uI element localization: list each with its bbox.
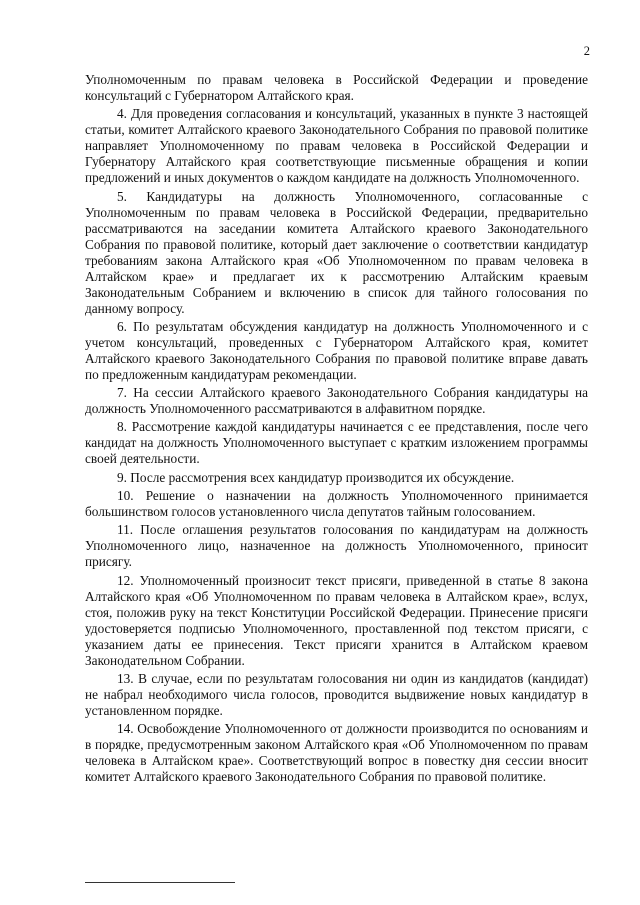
paragraph-item-12: 12. Уполномоченный произносит текст присяги, приведенной в статье 8 закона Алтайского края «Об Уполномоченном по правам человека в Алтайском крае», вслух, стоя, положив руку на текст Конституции Российской Федерации. Принесение присяги удостоверяется подписью Уполномоченного, проставленной под текстом присяги, с указанием даты ее принесения. Текст присяги хранится в Алтайском краевом Законодательном Собрании. (85, 572, 588, 668)
paragraph-item-5: 5. Кандидатуры на должность Уполномоченного, согласованные с Уполномоченным по правам человека в Российской Федерации, предварительно рассматриваются на заседании комитета Алтайского краевого Законодательного Собрания по правовой политике, который дает заключение о соответствии кандидатур требованиям закона Алтайского края «Об Уполномоченном по правам человека в Алтайском крае» и предлагает их к рассмотрению Алтайским краевым Законодательным Собранием и включению в список для тайного голосования по данному вопросу. (85, 188, 588, 316)
paragraph-item-9: 9. После рассмотрения всех кандидатур производится их обсуждение. (117, 469, 515, 485)
footnote-divider (85, 882, 235, 883)
paragraph-item-6: 6. По результатам обсуждения кандидатур на должность Уполномоченного и с учетом консультаций, проведенных с Губернатором Алтайского края, комитет Алтайского краевого Законодательного Собрания по правовой политике вправе давать по предложенным кандидатурам рекомендации. (85, 318, 588, 382)
paragraph-item-13: 13. В случае, если по результатам голосования ни один из кандидатов (кандидат) не набрал необходимого числа голосов, проводится выдвижение новых кандидатур в установленном порядке. (85, 670, 588, 718)
paragraph-item-4: 4. Для проведения согласования и консультаций, указанных в пункте 3 настоящей статьи, комитет Алтайского краевого Законодательного Собрания по правовой политике направляет Уполномоченному по правам человека в Российской Федерации и Губернатору Алтайского края соответствующие письменные обращения и копии предложений и иных документов о каждом кандидате на должность Уполномоченного. (85, 106, 588, 186)
paragraph-item-7: 7. На сессии Алтайского краевого Законодательного Собрания кандидатуры на должность Уполномоченного рассматриваются в алфавитном порядке. (85, 385, 588, 417)
paragraph-item-11: 11. После оглашения результатов голосования по кандидатурам на должность Уполномоченного лицо, назначенное на должность Уполномоченного, приносит присягу. (85, 522, 588, 570)
paragraph-item-14: 14. Освобождение Уполномоченного от должности производится по основаниям и в порядке, предусмотренным законом Алтайского края «Об Уполномоченном по правам человека в Алтайском крае». Соответствующий вопрос в повестку дня сессии вносит комитет Алтайского краевого Законодательного Собрания по правовой политике. (85, 721, 588, 785)
paragraph-item-8: 8. Рассмотрение каждой кандидатуры начинается с ее представления, после чего кандидат на должность Уполномоченного выступает с кратким изложением программы своей деятельности. (85, 419, 588, 467)
document-body (85, 72, 588, 788)
paragraph-continuation: Уполномоченным по правам человека в Российской Федерации и проведение консультаций с Губернатором Алтайского края. (85, 72, 588, 103)
paragraph-item-10: 10. Решение о назначении на должность Уполномоченного принимается большинством голосов установленного числа депутатов тайным голосованием. (85, 488, 588, 520)
page-number: 2 (583, 44, 590, 58)
